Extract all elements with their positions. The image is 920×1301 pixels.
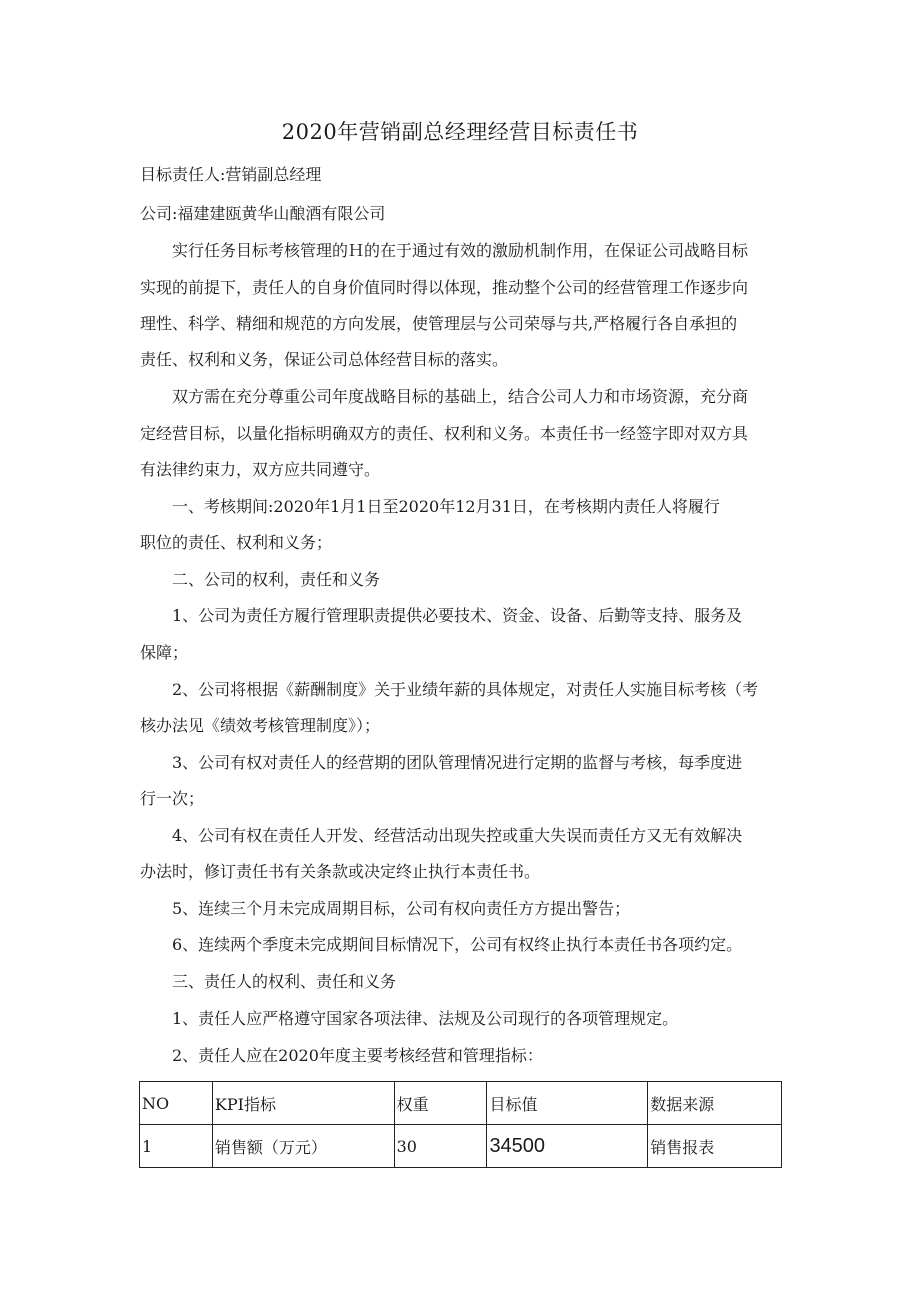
section3-heading: 三、责任人的权利、责任和义务	[172, 972, 397, 991]
kpi-table	[139, 1081, 782, 1168]
section3-item2: 2、责任人应在2020年度主要考核经营和管理指标：	[172, 1046, 543, 1065]
section3-item1: 1、责任人应严格遵守国家各项法律、法规及公司现行的各项管理规定。	[172, 1009, 679, 1028]
responsible-person: 目标责任人:营销副总经理	[140, 165, 322, 184]
kpi-cell-weight: 30	[394, 1125, 487, 1168]
section1-line2: 职位的责任、权利和义务；	[140, 533, 333, 552]
table-row	[140, 1125, 782, 1168]
document-title: 2020年营销副总经理经营目标责任书	[281, 120, 639, 144]
intro-p2-line3: 有法律约束力，双方应共同遵守。	[140, 460, 381, 479]
section2-item2-line1: 2、公司将根据《薪酬制度》关于业绩年薪的具体规定，对责任人实施目标考核（考	[172, 680, 759, 699]
intro-p1-line1: 实行任务目标考核管理的Ｈ的在于通过有效的激励机制作用，在保证公司战略目标	[172, 241, 749, 260]
section1-line1: 一、考核期间:2020年1月1日至2020年12月31日，在考核期内责任人将履行	[172, 497, 720, 516]
company-name: 公司:福建建瓯黄华山酿酒有限公司	[140, 204, 386, 223]
kpi-header-target: 目标值	[487, 1082, 648, 1125]
section2-item6: 6、连续两个季度未完成期间目标情况下，公司有权终止执行本责任书各项约定。	[172, 935, 743, 954]
kpi-header-no: NO	[140, 1082, 213, 1125]
section2-item3-line2: 行一次；	[140, 789, 205, 808]
section2-item5: 5、连续三个月未完成周期目标，公司有权向责任方方提出警告；	[172, 899, 631, 918]
section2-item2-line2: 核办法见《绩效考核管理制度》）；	[140, 716, 381, 735]
section2-item4-line1: 4、公司有权在责任人开发、经营活动出现失控或重大失误而责任方又无有效解决	[172, 826, 743, 845]
section2-item3-line1: 3、公司有权对责任人的经营期的团队管理情况进行定期的监督与考核，每季度进	[172, 753, 743, 772]
kpi-header-weight: 权重	[394, 1082, 487, 1125]
intro-p1-line4: 责任、权利和义务，保证公司总体经营目标的落实。	[140, 350, 509, 369]
kpi-cell-target: 34500	[487, 1125, 648, 1168]
section2-heading: 二、公司的权利，责任和义务	[172, 570, 381, 589]
kpi-header-row	[140, 1082, 782, 1125]
intro-p1-line3: 理性、科学、精细和规范的方向发展，使管理层与公司荣辱与共,严格履行各自承担的	[140, 314, 738, 333]
kpi-header-source: 数据来源	[648, 1082, 782, 1125]
section2-item4-line2: 办法时，修订责任书有关条款或决定终止执行本责任书。	[140, 862, 541, 881]
intro-p2-line2: 定经营目标，以量化指标明确双方的责任、权利和义务。本责任书一经签字即对双方具	[140, 424, 749, 443]
kpi-header-indicator: KPI指标	[212, 1082, 394, 1125]
kpi-cell-source: 销售报表	[648, 1125, 782, 1168]
kpi-cell-no: 1	[140, 1125, 213, 1168]
intro-p1-line2: 实现的前提下，责任人的自身价值同时得以体现，推动整个公司的经营管理工作逐步向	[140, 278, 749, 297]
intro-p2-line1: 双方需在充分尊重公司年度战略目标的基础上，结合公司人力和市场资源，充分商	[172, 387, 749, 406]
section2-item1-line1: 1、公司为责任方履行管理职责提供必要技术、资金、设备、后勤等支持、服务及	[172, 606, 743, 625]
kpi-cell-indicator: 销售额（万元）	[212, 1125, 394, 1168]
section2-item1-line2: 保障；	[140, 643, 189, 662]
